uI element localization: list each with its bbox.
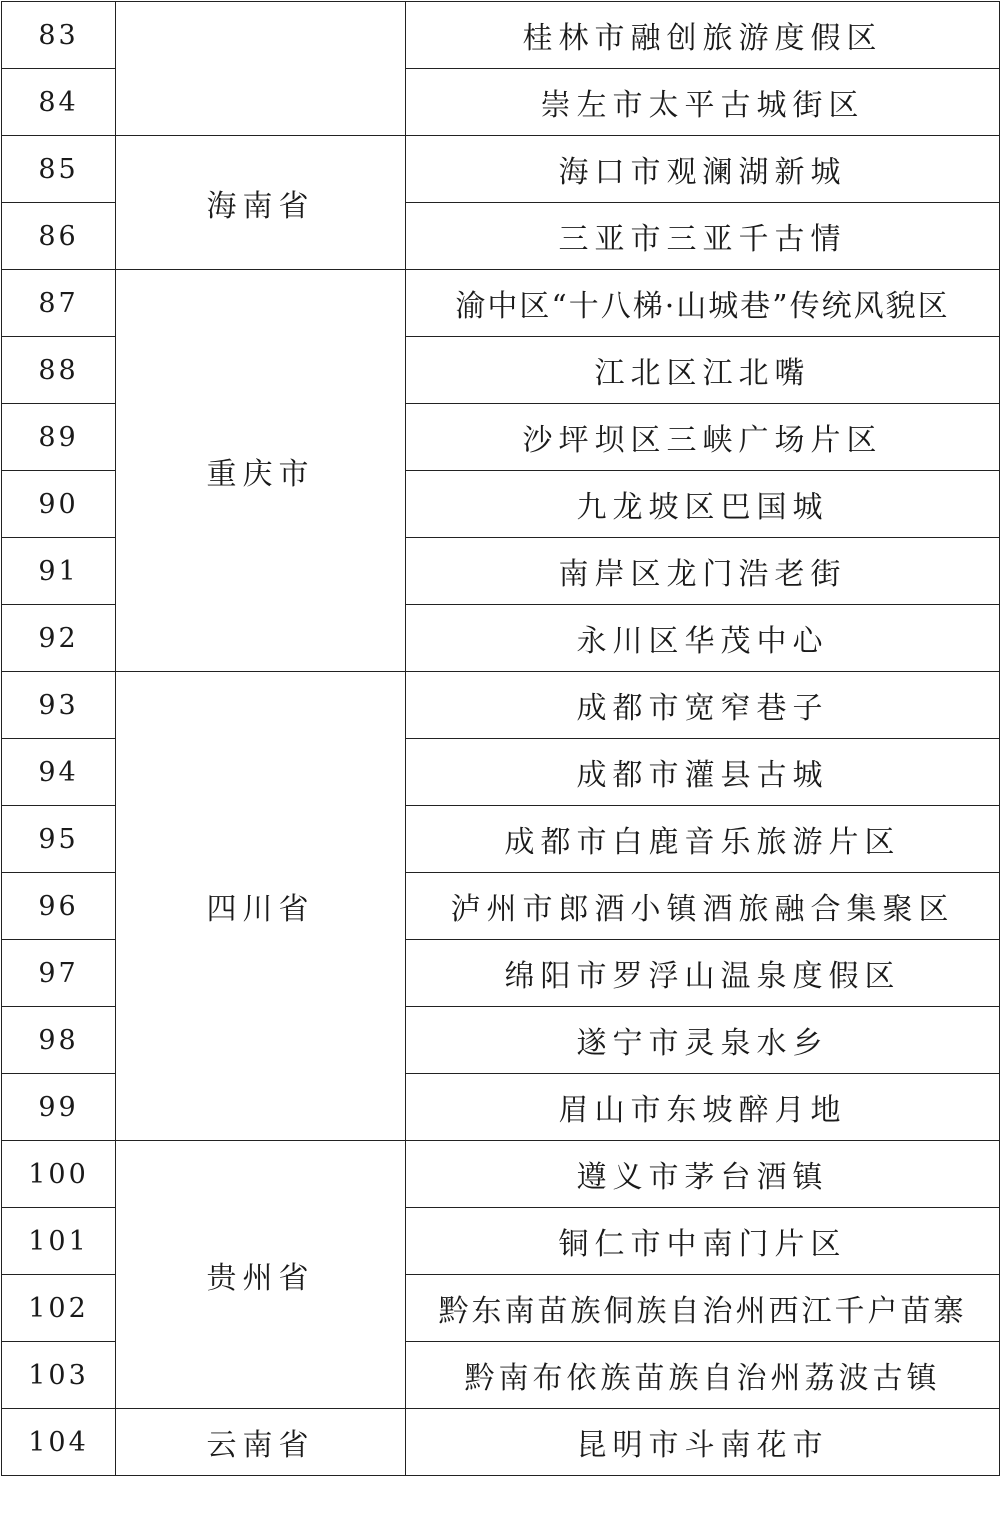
district-name: 成都市白鹿音乐旅游片区 bbox=[406, 806, 1000, 873]
row-number: 99 bbox=[2, 1074, 116, 1141]
row-number: 86 bbox=[2, 203, 116, 270]
table-row bbox=[2, 136, 1000, 203]
row-number: 83 bbox=[2, 2, 116, 69]
district-name: 海口市观澜湖新城 bbox=[406, 136, 1000, 203]
district-name: 眉山市东坡醉月地 bbox=[406, 1074, 1000, 1141]
district-name: 遂宁市灵泉水乡 bbox=[406, 1007, 1000, 1074]
table-row bbox=[2, 270, 1000, 337]
district-name: 成都市灌县古城 bbox=[406, 739, 1000, 806]
district-name: 江北区江北嘴 bbox=[406, 337, 1000, 404]
district-name: 渝中区“十八梯·山城巷”传统风貌区 bbox=[406, 270, 1000, 337]
row-number: 103 bbox=[2, 1342, 116, 1409]
district-name: 三亚市三亚千古情 bbox=[406, 203, 1000, 270]
district-name: 永川区华茂中心 bbox=[406, 605, 1000, 672]
row-number: 102 bbox=[2, 1275, 116, 1342]
row-number: 92 bbox=[2, 605, 116, 672]
province-cell: 四川省 bbox=[116, 672, 406, 1141]
row-number: 90 bbox=[2, 471, 116, 538]
row-number: 98 bbox=[2, 1007, 116, 1074]
row-number: 97 bbox=[2, 940, 116, 1007]
row-number: 94 bbox=[2, 739, 116, 806]
table-row bbox=[2, 1409, 1000, 1476]
row-number: 101 bbox=[2, 1208, 116, 1275]
district-name: 泸州市郎酒小镇酒旅融合集聚区 bbox=[406, 873, 1000, 940]
row-number: 95 bbox=[2, 806, 116, 873]
row-number: 88 bbox=[2, 337, 116, 404]
row-number: 87 bbox=[2, 270, 116, 337]
district-name: 沙坪坝区三峡广场片区 bbox=[406, 404, 1000, 471]
table-body bbox=[2, 2, 1000, 1476]
row-number: 85 bbox=[2, 136, 116, 203]
province-cell bbox=[116, 2, 406, 136]
row-number: 104 bbox=[2, 1409, 116, 1476]
table-row bbox=[2, 672, 1000, 739]
table-row bbox=[2, 1141, 1000, 1208]
district-name: 南岸区龙门浩老街 bbox=[406, 538, 1000, 605]
district-name: 绵阳市罗浮山温泉度假区 bbox=[406, 940, 1000, 1007]
district-name: 黔东南苗族侗族自治州西江千户苗寨 bbox=[406, 1275, 1000, 1342]
district-name: 成都市宽窄巷子 bbox=[406, 672, 1000, 739]
row-number: 93 bbox=[2, 672, 116, 739]
district-name: 桂林市融创旅游度假区 bbox=[406, 2, 1000, 69]
row-number: 91 bbox=[2, 538, 116, 605]
district-name: 黔南布依族苗族自治州荔波古镇 bbox=[406, 1342, 1000, 1409]
district-name: 昆明市斗南花市 bbox=[406, 1409, 1000, 1476]
province-cell: 云南省 bbox=[116, 1409, 406, 1476]
row-number: 96 bbox=[2, 873, 116, 940]
row-number: 84 bbox=[2, 69, 116, 136]
district-name: 铜仁市中南门片区 bbox=[406, 1208, 1000, 1275]
province-cell: 重庆市 bbox=[116, 270, 406, 672]
district-name: 九龙坡区巴国城 bbox=[406, 471, 1000, 538]
province-cell: 贵州省 bbox=[116, 1141, 406, 1409]
row-number: 89 bbox=[2, 404, 116, 471]
district-list-table bbox=[1, 1, 1000, 1476]
province-cell: 海南省 bbox=[116, 136, 406, 270]
table-row bbox=[2, 2, 1000, 69]
row-number: 100 bbox=[2, 1141, 116, 1208]
district-name: 遵义市茅台酒镇 bbox=[406, 1141, 1000, 1208]
district-name: 崇左市太平古城街区 bbox=[406, 69, 1000, 136]
